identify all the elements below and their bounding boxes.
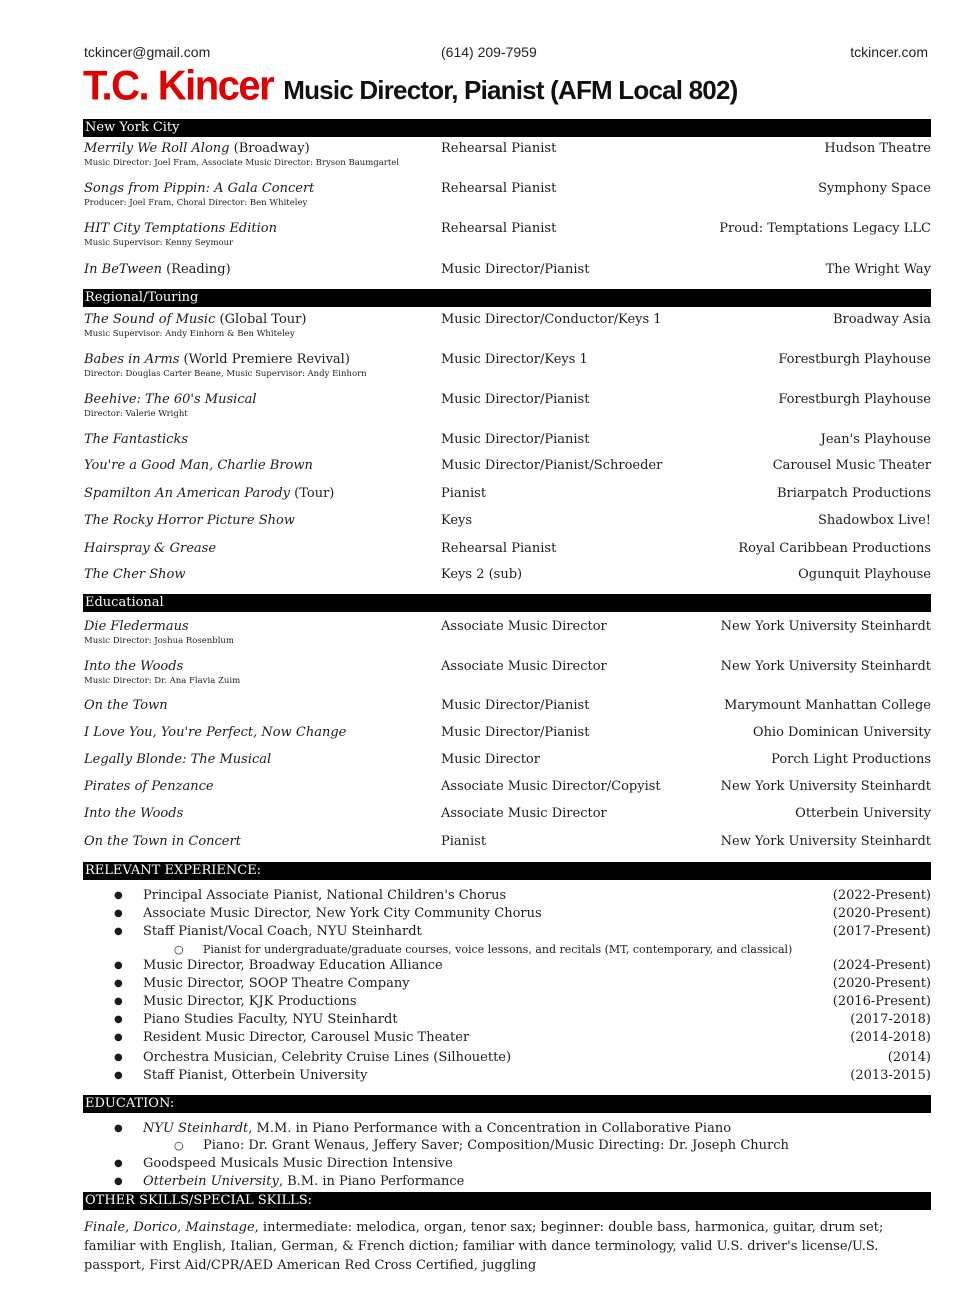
education-program: Goodspeed Musicals Music Direction Intensive <box>143 1156 453 1171</box>
show-cell <box>84 352 350 367</box>
role: Music Director/Pianist <box>441 262 590 277</box>
credits-note: Director: Valerie Wright <box>84 409 188 419</box>
venue: Proud: Temptations Legacy LLC <box>719 221 931 236</box>
show-title: Into the Woods <box>84 659 184 674</box>
venue: Porch Light Productions <box>771 752 931 767</box>
show-title: Babes in Arms <box>84 352 180 367</box>
venue: Ogunquit Playhouse <box>798 567 931 582</box>
bullet-icon: ● <box>114 908 123 919</box>
candidate-title: Music Director, Pianist (AFM Local 802) <box>283 75 738 105</box>
experience-item <box>84 923 931 941</box>
role: Music Director/Pianist <box>441 432 590 447</box>
education-item <box>84 1173 931 1191</box>
contact-phone[interactable]: (614) 209-7959 <box>441 44 537 60</box>
show-cell <box>84 312 306 327</box>
role: Music Director <box>441 752 540 767</box>
bullet-icon: ● <box>114 1158 123 1169</box>
role: Keys 2 (sub) <box>441 567 523 582</box>
venue: The Wright Way <box>825 262 931 277</box>
show-title: On the Town in Concert <box>84 834 241 849</box>
bullet-icon: ● <box>114 1014 123 1025</box>
role: Rehearsal Pianist <box>441 541 557 556</box>
credits-note: Music Supervisor: Andy Einhorn & Ben Whiteley <box>84 329 295 339</box>
show-cell <box>84 541 216 556</box>
venue: Carousel Music Theater <box>772 458 931 473</box>
education-subitem <box>84 1137 931 1155</box>
venue: Ohio Dominican University <box>752 725 931 740</box>
show-cell <box>84 834 241 849</box>
show-title: I Love You, You're Perfect, Now Change <box>84 725 347 740</box>
show-note: (Broadway) <box>229 141 310 156</box>
bullet-icon: ● <box>114 996 123 1007</box>
hollow-bullet-icon: ○ <box>174 943 184 956</box>
show-title: On the Town <box>84 698 168 713</box>
section-header-experience: RELEVANT EXPERIENCE: <box>83 862 931 880</box>
show-title: HIT City Temptations Edition <box>84 221 277 236</box>
role: Pianist <box>441 486 487 501</box>
bullet-icon: ● <box>114 1176 123 1187</box>
venue: New York University Steinhardt <box>720 619 931 634</box>
experience-text: Music Director, Broadway Education Alliance <box>143 958 443 973</box>
show-title: The Rocky Horror Picture Show <box>84 513 295 528</box>
show-cell <box>84 779 214 794</box>
bullet-icon: ● <box>114 1123 123 1134</box>
role: Music Director/Pianist <box>441 725 590 740</box>
section-header-educational: Educational <box>83 594 931 612</box>
bullet-icon: ● <box>114 960 123 971</box>
show-cell <box>84 619 189 634</box>
show-title: The Fantasticks <box>84 432 188 447</box>
bullet-icon: ● <box>114 1052 123 1063</box>
bullet-icon: ● <box>114 890 123 901</box>
credits-note: Director: Douglas Carter Beane, Music Supervisor: Andy Einhorn <box>84 369 367 379</box>
experience-date: (2017-2018) <box>850 1012 931 1027</box>
resume-header <box>83 64 737 109</box>
show-title: Die Fledermaus <box>84 619 189 634</box>
show-title: The Sound of Music <box>84 312 216 327</box>
education-item <box>84 1155 931 1173</box>
show-title: The Cher Show <box>84 567 186 582</box>
experience-text: Music Director, SOOP Theatre Company <box>143 976 410 991</box>
section-header-nyc: New York City <box>83 119 931 137</box>
venue: Symphony Space <box>818 181 931 196</box>
section-header-education: EDUCATION: <box>83 1095 931 1113</box>
show-title: Merrily We Roll Along <box>84 141 230 156</box>
skills-software: Finale, Dorico, Mainstage <box>84 1220 255 1235</box>
role: Music Director/Conductor/Keys 1 <box>441 312 662 327</box>
venue: Shadowbox Live! <box>818 513 931 528</box>
show-cell <box>84 513 295 528</box>
candidate-name: T.C. Kincer <box>83 62 274 110</box>
show-cell <box>84 458 313 473</box>
venue: Royal Caribbean Productions <box>738 541 931 556</box>
role: Pianist <box>441 834 487 849</box>
education-degree: , B.M. in Piano Performance <box>278 1174 465 1189</box>
show-cell <box>84 567 185 582</box>
venue: Hudson Theatre <box>824 141 931 156</box>
experience-text: Music Director, KJK Productions <box>143 994 357 1009</box>
venue: New York University Steinhardt <box>720 834 931 849</box>
show-title: Spamilton An American Parody <box>84 486 291 501</box>
education-school: NYU Steinhardt <box>143 1121 249 1136</box>
show-note: (Reading) <box>161 262 231 277</box>
experience-date: (2016-Present) <box>832 994 931 1009</box>
credits-note: Music Director: Joel Fram, Associate Music Director: Bryson Baumgartel <box>84 158 400 168</box>
role: Music Director/Pianist/Schroeder <box>441 458 663 473</box>
experience-date: (2014-2018) <box>850 1030 931 1045</box>
experience-date: (2014) <box>887 1050 931 1065</box>
experience-text: Orchestra Musician, Celebrity Cruise Lines (Silhouette) <box>143 1050 512 1065</box>
bullet-icon: ● <box>114 978 123 989</box>
venue: Broadway Asia <box>833 312 931 327</box>
experience-item <box>84 887 931 905</box>
section-header-regional: Regional/Touring <box>83 289 931 307</box>
role: Music Director/Keys 1 <box>441 352 588 367</box>
show-cell <box>84 752 271 767</box>
venue: New York University Steinhardt <box>720 659 931 674</box>
venue: New York University Steinhardt <box>720 779 931 794</box>
venue: Forestburgh Playhouse <box>778 352 931 367</box>
show-cell <box>84 698 168 713</box>
experience-text: Pianist for undergraduate/graduate courses, voice lessons, and recitals (MT, contemporary, and classical) <box>203 943 793 956</box>
role: Keys <box>441 513 473 528</box>
experience-date: (2013-2015) <box>850 1068 931 1083</box>
role: Associate Music Director/Copyist <box>441 779 661 794</box>
show-title: Beehive: The 60's Musical <box>84 392 257 407</box>
experience-text: Piano Studies Faculty, NYU Steinhardt <box>143 1012 398 1027</box>
experience-date: (2024-Present) <box>832 958 931 973</box>
experience-text: Staff Pianist/Vocal Coach, NYU Steinhardt <box>143 924 422 939</box>
show-cell <box>84 262 231 277</box>
show-title: Songs from Pippin: A Gala Concert <box>84 181 315 196</box>
show-cell <box>84 432 188 447</box>
role: Associate Music Director <box>441 659 607 674</box>
show-title: In BeTween <box>84 262 162 277</box>
experience-item <box>84 1029 931 1047</box>
show-title: Into the Woods <box>84 806 184 821</box>
education-item <box>84 1120 931 1138</box>
show-title: Legally Blonde: The Musical <box>84 752 272 767</box>
experience-item <box>84 905 931 923</box>
role: Music Director/Pianist <box>441 392 590 407</box>
role: Rehearsal Pianist <box>441 181 557 196</box>
education-school: Otterbein University <box>143 1174 279 1189</box>
bullet-icon: ● <box>114 926 123 937</box>
education-teachers: Piano: Dr. Grant Wenaus, Jeffery Saver; Composition/Music Directing: Dr. Joseph Church <box>203 1138 789 1153</box>
experience-text: Resident Music Director, Carousel Music Theater <box>143 1030 470 1045</box>
venue: Otterbein University <box>795 806 931 821</box>
show-note: (Tour) <box>290 486 335 501</box>
venue: Jean's Playhouse <box>820 432 931 447</box>
skills-rest: , intermediate: melodica, organ, tenor sax; beginner: double bass, harmonica, guitar, drum set; familiar with English, Italian, German, & French diction; familiar with dance terminology, valid U.S. driver's license/U.S. passport, First Aid/CPR/AED American Red Cross Certified, juggling <box>84 1220 884 1273</box>
contact-website[interactable]: tckincer.com <box>850 44 928 60</box>
credits-note: Music Director: Dr. Ana Flavia Zuim <box>84 676 241 686</box>
experience-date: (2020-Present) <box>832 976 931 991</box>
skills-paragraph <box>84 1218 934 1275</box>
credits-note: Music Supervisor: Kenny Seymour <box>84 238 234 248</box>
experience-text: Staff Pianist, Otterbein University <box>143 1068 368 1083</box>
credits-note: Producer: Joel Fram, Choral Director: Ben Whiteley <box>84 198 308 208</box>
venue: Briarpatch Productions <box>777 486 931 501</box>
role: Music Director/Pianist <box>441 698 590 713</box>
bullet-icon: ● <box>114 1070 123 1081</box>
show-cell <box>84 806 183 821</box>
experience-item <box>84 1067 931 1085</box>
experience-item <box>84 975 931 993</box>
experience-date: (2017-Present) <box>832 924 931 939</box>
experience-date: (2022-Present) <box>832 888 931 903</box>
education-degree: , M.M. in Piano Performance with a Concentration in Collaborative Piano <box>248 1121 732 1136</box>
bullet-icon: ● <box>114 1032 123 1043</box>
show-title: Pirates of Penzance <box>84 779 214 794</box>
experience-item <box>84 957 931 975</box>
show-title: You're a Good Man, Charlie Brown <box>84 458 313 473</box>
show-cell <box>84 392 257 407</box>
venue: Marymount Manhattan College <box>724 698 931 713</box>
hollow-bullet-icon: ○ <box>174 1139 184 1152</box>
show-cell <box>84 725 346 740</box>
section-header-skills: OTHER SKILLS/SPECIAL SKILLS: <box>83 1192 931 1210</box>
venue: Forestburgh Playhouse <box>778 392 931 407</box>
credits-note: Music Director: Joshua Rosenblum <box>84 636 234 646</box>
experience-item <box>84 993 931 1011</box>
experience-item <box>84 1011 931 1029</box>
role: Rehearsal Pianist <box>441 221 557 236</box>
show-cell <box>84 221 277 236</box>
experience-text: Principal Associate Pianist, National Children's Chorus <box>143 888 507 903</box>
role: Rehearsal Pianist <box>441 141 557 156</box>
show-cell <box>84 486 334 501</box>
show-cell <box>84 141 310 156</box>
show-cell <box>84 659 183 674</box>
show-title: Hairspray & Grease <box>84 541 217 556</box>
show-note: (World Premiere Revival) <box>179 352 350 367</box>
experience-text: Associate Music Director, New York City Community Chorus <box>143 906 542 921</box>
show-note: (Global Tour) <box>215 312 307 327</box>
contact-email[interactable]: tckincer@gmail.com <box>84 44 211 60</box>
experience-date: (2020-Present) <box>832 906 931 921</box>
show-cell <box>84 181 314 196</box>
experience-item <box>84 1049 931 1067</box>
role: Associate Music Director <box>441 806 607 821</box>
role: Associate Music Director <box>441 619 607 634</box>
